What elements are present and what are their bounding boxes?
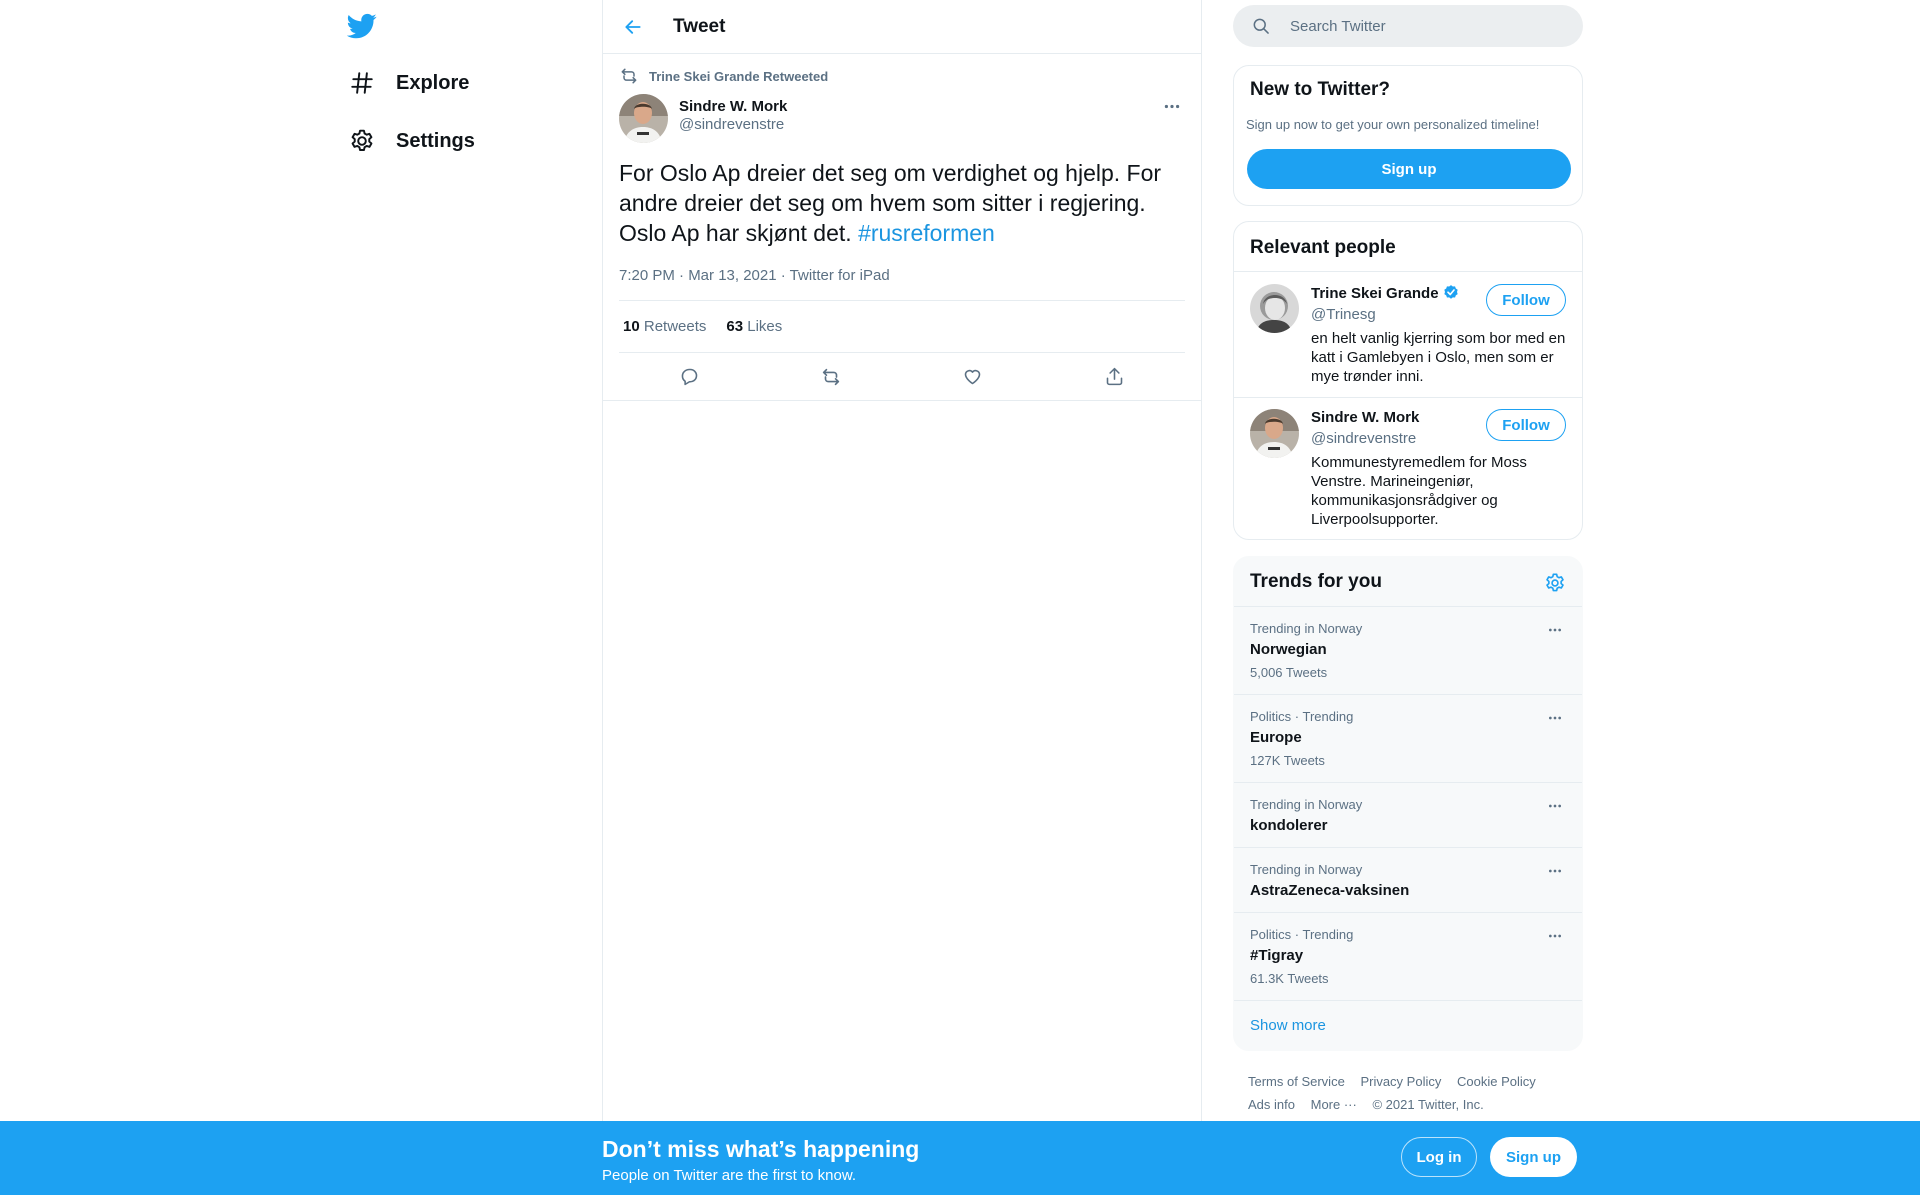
bottom-bar-subtitle: People on Twitter are the first to know. — [602, 1167, 857, 1184]
trends-settings-button[interactable] — [1544, 572, 1566, 594]
bottom-sign-up-button[interactable]: Sign up — [1490, 1137, 1577, 1177]
follow-button[interactable]: Follow — [1486, 284, 1566, 316]
trend-more-button[interactable] — [1544, 862, 1566, 880]
trend-more-button[interactable] — [1544, 709, 1566, 727]
footer-link-ads-info[interactable]: Ads info — [1248, 1097, 1295, 1112]
more-horizontal-icon — [1548, 716, 1562, 720]
verified-badge-icon — [1442, 284, 1460, 302]
reply-icon — [679, 366, 700, 387]
trend-name: AstraZeneca-vaksinen — [1250, 882, 1410, 899]
more-horizontal-icon — [1548, 628, 1562, 632]
tweet — [603, 66, 1201, 401]
nav-explore-label: Explore — [396, 71, 470, 94]
person-handle[interactable]: @sindrevenstre — [1311, 430, 1417, 447]
new-to-twitter-title: New to Twitter? — [1250, 79, 1391, 100]
person-name-text: Trine Skei Grande — [1311, 284, 1439, 302]
follow-button[interactable]: Follow — [1486, 409, 1566, 441]
person-item[interactable] — [1250, 409, 1566, 529]
trend-item[interactable] — [1234, 606, 1582, 694]
nav-explore[interactable] — [347, 55, 469, 111]
divider — [1234, 397, 1582, 398]
trend-count: 5,006 Tweets — [1250, 665, 1328, 680]
log-in-button[interactable]: Log in — [1401, 1137, 1477, 1177]
new-to-twitter-card — [1233, 65, 1583, 206]
more-horizontal-icon — [1164, 104, 1180, 109]
show-more-link[interactable]: Show more — [1250, 1017, 1326, 1034]
footer-link-privacy[interactable]: Privacy Policy — [1360, 1074, 1442, 1089]
trend-context: Trending in Norway — [1250, 862, 1363, 877]
divider — [1234, 271, 1582, 272]
gear-icon — [347, 126, 377, 156]
footer-link-more[interactable]: More ··· — [1310, 1097, 1357, 1112]
more-horizontal-icon — [1548, 869, 1562, 873]
twitter-bird-icon[interactable] — [347, 11, 377, 41]
person-bio: Kommunestyremedlem for Moss Venstre. Marineingeniør, kommunikasjonsrådgiver og Liverpoolsupporter. — [1311, 454, 1527, 528]
hashtag-link[interactable]: #rusreformen — [858, 220, 995, 246]
likes-count: 63 — [726, 318, 744, 335]
gear-icon — [1544, 572, 1566, 594]
likes-label: Likes — [747, 318, 783, 335]
main-column — [602, 0, 1202, 1195]
author-handle[interactable]: @sindrevenstre — [679, 116, 785, 133]
avatar[interactable] — [1250, 284, 1299, 333]
tweet-actions — [603, 353, 1201, 401]
footer-copyright: © 2021 Twitter, Inc. — [1372, 1097, 1484, 1112]
author-name[interactable]: Sindre W. Mork — [679, 98, 788, 115]
avatar[interactable] — [619, 94, 668, 143]
relevant-people-card — [1233, 221, 1583, 540]
trend-item[interactable] — [1234, 912, 1582, 1000]
search-input[interactable] — [1290, 18, 1550, 35]
page-title: Tweet — [673, 15, 726, 37]
share-button[interactable] — [1096, 359, 1132, 395]
trend-more-button[interactable] — [1544, 621, 1566, 639]
search-bar[interactable] — [1233, 5, 1583, 47]
retweet-icon — [820, 366, 842, 388]
footer-link-terms[interactable]: Terms of Service — [1248, 1074, 1345, 1089]
more-horizontal-icon — [1548, 934, 1562, 938]
trend-item[interactable] — [1234, 694, 1582, 782]
trend-count: 127K Tweets — [1250, 753, 1325, 768]
tweet-stats — [619, 301, 1185, 353]
nav-settings-label: Settings — [396, 129, 475, 152]
trend-context: Trending in Norway — [1250, 621, 1363, 636]
tweet-more-button[interactable] — [1157, 96, 1187, 116]
tweet-body: For Oslo Ap dreier det seg om verdighet og hjelp. For andre dreier det seg om hvem som sitter i regjering. Oslo Ap har skjønt det. — [619, 160, 1162, 246]
trend-name: Norwegian — [1250, 641, 1327, 658]
tweet-author — [619, 94, 1185, 144]
retweets-count: 10 — [623, 318, 640, 335]
like-button[interactable] — [955, 359, 991, 395]
retweets-label: Retweets — [643, 318, 707, 335]
author-names — [679, 94, 787, 144]
reply-button[interactable] — [672, 359, 708, 395]
person-name[interactable]: Sindre W. Mork — [1311, 409, 1420, 426]
retweets-stat[interactable] — [623, 318, 706, 335]
person-name[interactable] — [1311, 284, 1460, 302]
retweet-context[interactable] — [619, 66, 1185, 86]
search-icon — [1251, 16, 1271, 36]
sign-up-button[interactable]: Sign up — [1247, 149, 1571, 189]
trend-context: Politics · Trending — [1250, 709, 1354, 724]
trends-card — [1233, 556, 1583, 1051]
relevant-people-title: Relevant people — [1250, 237, 1396, 258]
trend-more-button[interactable] — [1544, 927, 1566, 945]
person-item[interactable] — [1250, 284, 1566, 384]
more-horizontal-icon — [1548, 804, 1562, 808]
retweeted-by-label: Trine Skei Grande Retweeted — [649, 68, 829, 84]
hash-icon — [347, 68, 377, 98]
trend-context: Trending in Norway — [1250, 797, 1363, 812]
tweet-source[interactable]: Twitter for iPad — [789, 267, 890, 284]
new-to-twitter-subtitle: Sign up now to get your own personalized timeline! — [1246, 117, 1540, 132]
trend-count: 61.3K Tweets — [1250, 971, 1329, 986]
footer-links — [1248, 1070, 1568, 1116]
trend-context: Politics · Trending — [1250, 927, 1354, 942]
trend-name: kondolerer — [1250, 817, 1328, 834]
arrow-left-icon — [623, 17, 643, 37]
trends-title: Trends for you — [1250, 571, 1382, 592]
trend-name: Europe — [1250, 729, 1302, 746]
trend-name: #Tigray — [1250, 947, 1304, 964]
person-bio: en helt vanlig kjerring som bor med en katt i Gamlebyen i Oslo, men som er mye trønder inni. — [1311, 329, 1566, 385]
bottom-bar-title: Don’t miss what’s happening — [602, 1136, 920, 1162]
bottom-signup-bar — [0, 1121, 1920, 1195]
avatar[interactable] — [1250, 409, 1299, 458]
retweet-button[interactable] — [813, 359, 849, 395]
share-icon — [1104, 366, 1125, 387]
tweet-meta — [619, 267, 1185, 301]
retweet-icon — [619, 66, 639, 86]
tweet-text — [619, 158, 1185, 248]
main-header — [603, 0, 1201, 54]
trend-item[interactable] — [1234, 847, 1582, 912]
meta-separator: · — [776, 267, 790, 284]
likes-stat[interactable] — [726, 318, 782, 335]
trend-item[interactable] — [1234, 782, 1582, 847]
back-button[interactable] — [615, 9, 651, 45]
footer-link-cookies[interactable]: Cookie Policy — [1456, 1074, 1536, 1089]
trend-more-button[interactable] — [1544, 797, 1566, 815]
divider — [1234, 1000, 1582, 1001]
tweet-timestamp[interactable]: 7:20 PM · Mar 13, 2021 — [619, 267, 777, 284]
nav-settings[interactable] — [347, 113, 475, 169]
person-handle[interactable]: @Trinesg — [1311, 305, 1376, 323]
heart-icon — [962, 366, 983, 387]
